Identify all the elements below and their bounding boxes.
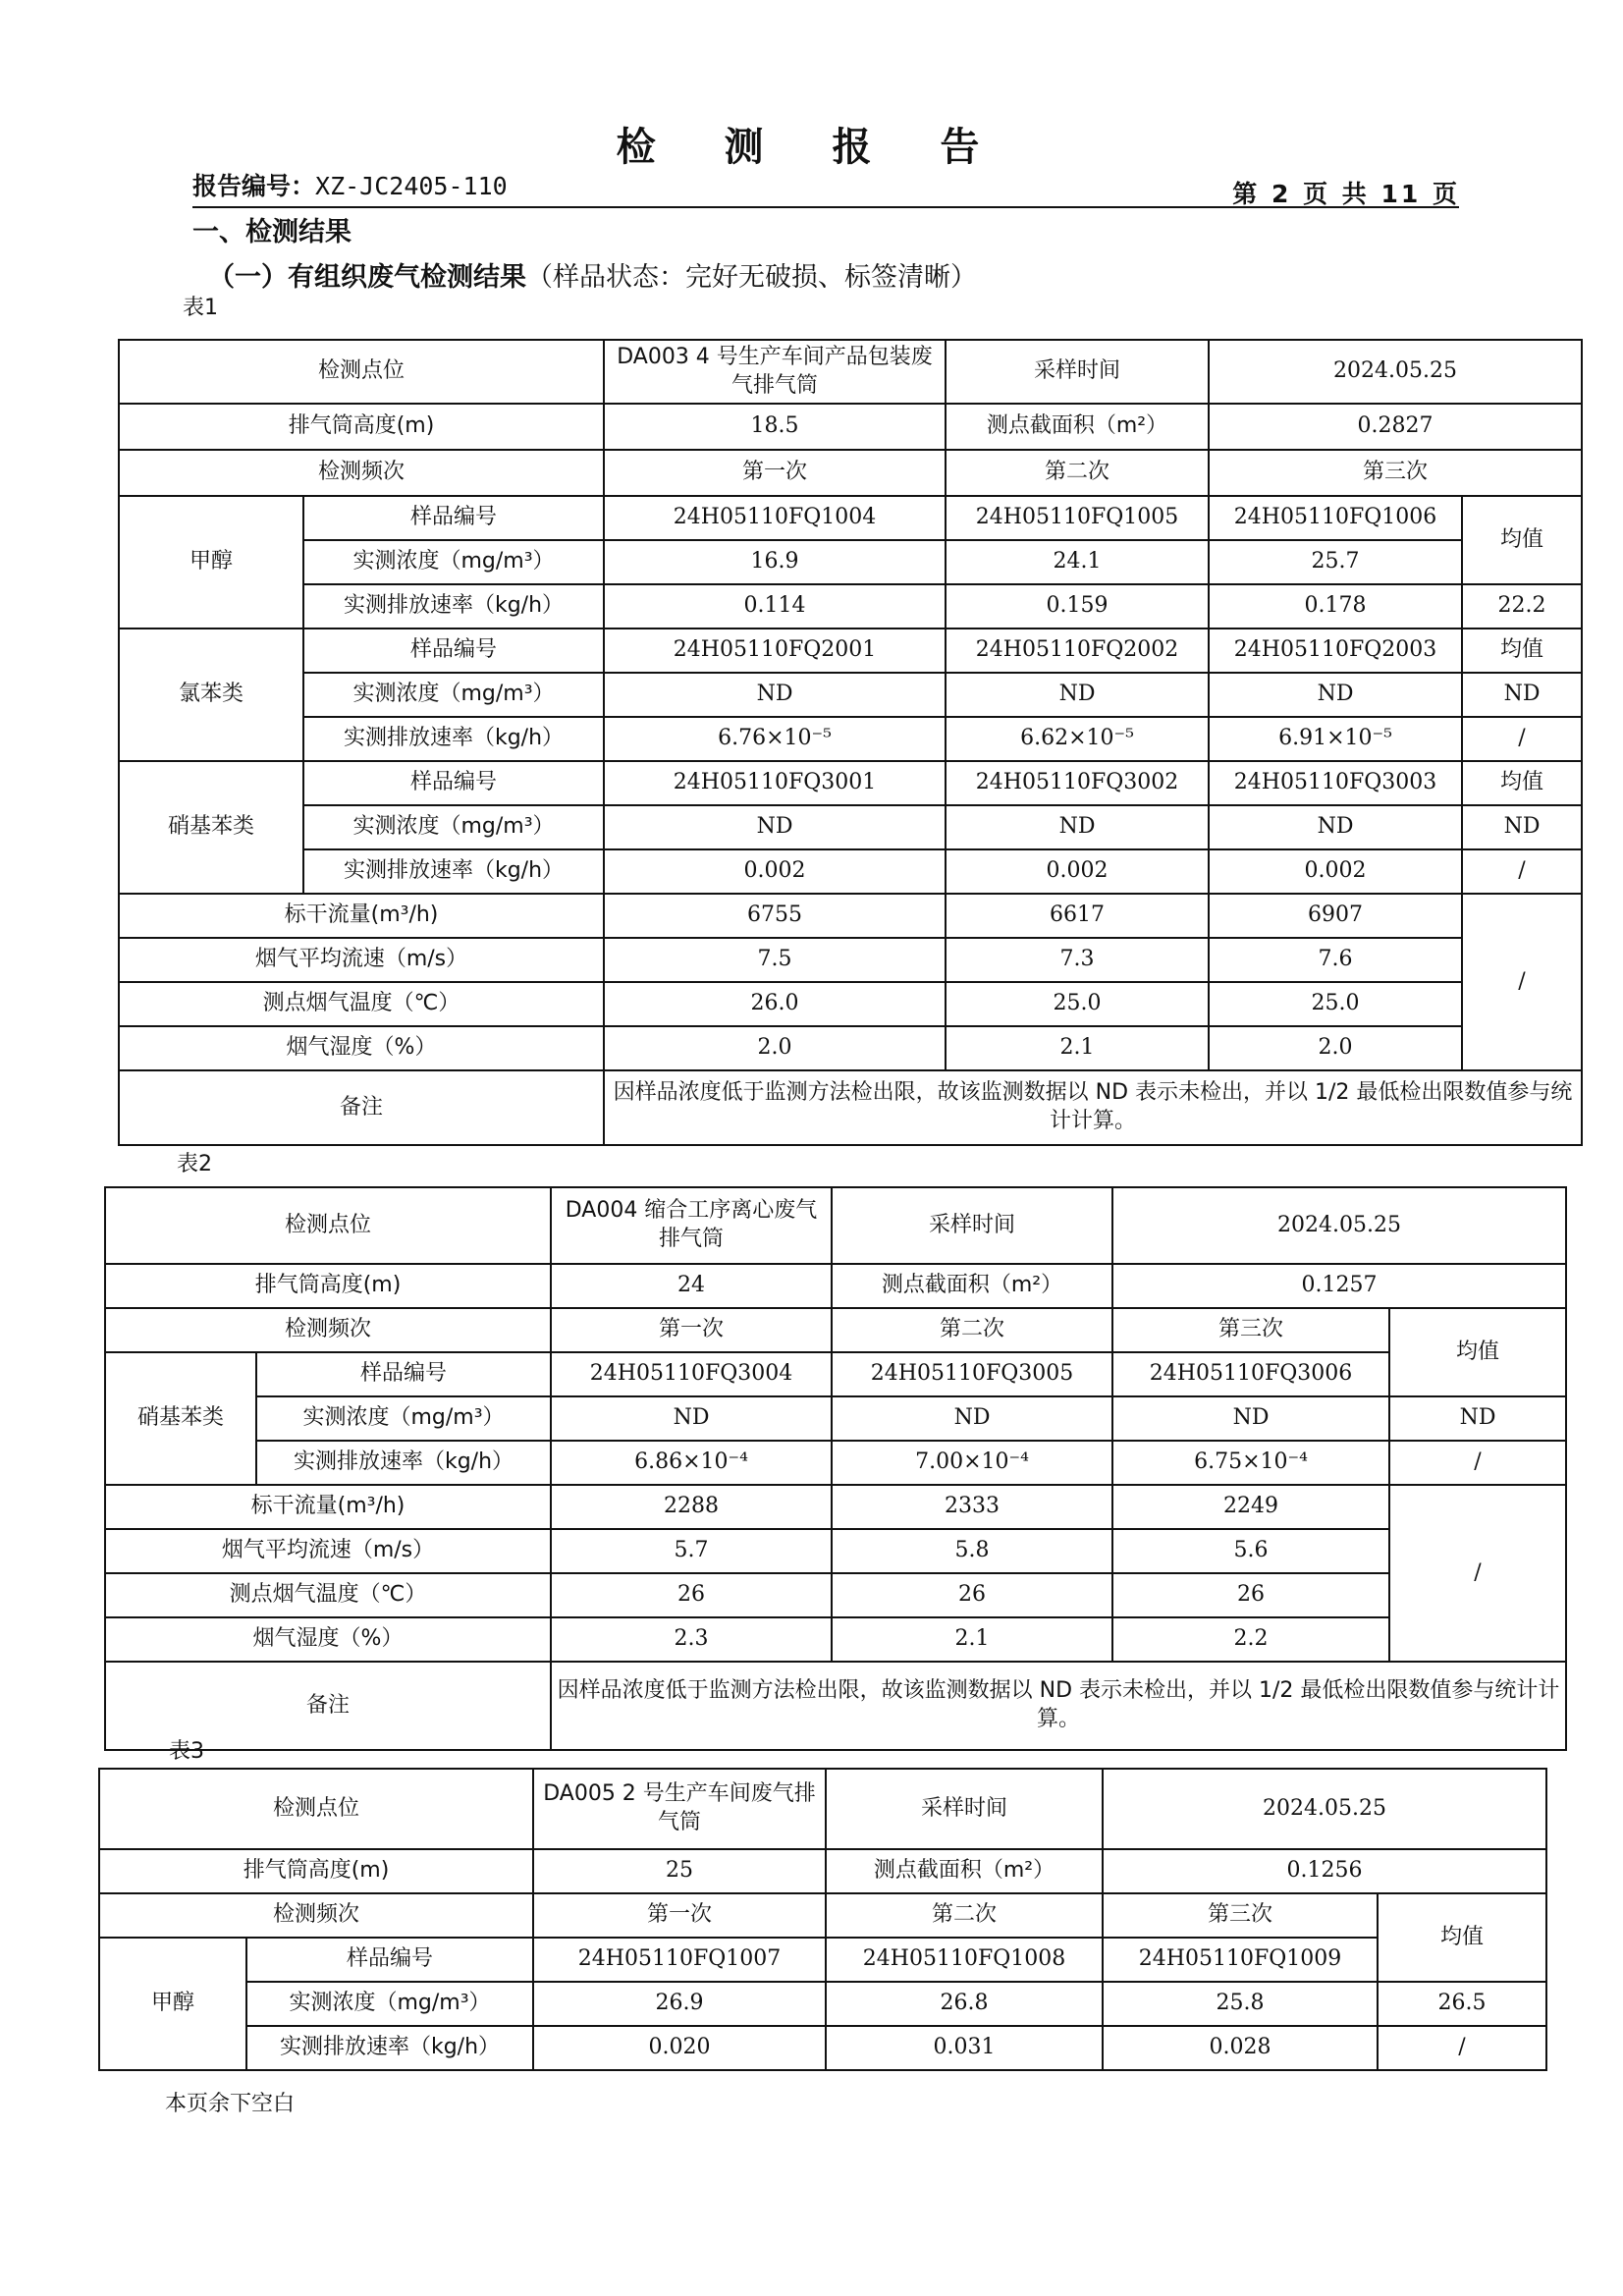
sample-no: 24H05110FQ2001 (604, 629, 946, 673)
conc-avg: ND (1462, 673, 1582, 717)
conc-value: ND (551, 1396, 832, 1441)
flow-value: 2288 (551, 1485, 832, 1529)
pollutant-name: 氯苯类 (119, 629, 303, 761)
conc-value: ND (604, 673, 946, 717)
sample-no: 24H05110FQ1005 (946, 496, 1209, 540)
conc-value: ND (604, 805, 946, 849)
freq-label: 检测频次 (105, 1308, 551, 1352)
conc-label: 实测浓度（mg/m³） (303, 540, 604, 584)
table1 (118, 339, 1583, 1146)
freq-3: 第三次 (1112, 1308, 1389, 1352)
temp-value: 26 (832, 1573, 1112, 1617)
params-avg: / (1389, 1485, 1566, 1662)
velocity-value: 7.5 (604, 938, 946, 982)
conc-value: 16.9 (604, 540, 946, 584)
point-value: DA003 4 号生产车间产品包装废气排气筒 (604, 340, 946, 404)
point-label: 检测点位 (105, 1187, 551, 1264)
flow-label: 标干流量(m³/h) (105, 1485, 551, 1529)
sample-no: 24H05110FQ2002 (946, 629, 1209, 673)
temp-label: 测点烟气温度（℃） (105, 1573, 551, 1617)
conc-label: 实测浓度（mg/m³） (303, 673, 604, 717)
velocity-value: 5.6 (1112, 1529, 1389, 1573)
temp-value: 25.0 (1209, 982, 1462, 1026)
rate-avg: / (1378, 2026, 1546, 2070)
velocity-value: 5.8 (832, 1529, 1112, 1573)
rate-label: 实测排放速率（kg/h） (303, 584, 604, 629)
header-rule (192, 206, 1459, 208)
rate-value: 7.00×10⁻⁴ (832, 1441, 1112, 1485)
freq-2: 第二次 (832, 1308, 1112, 1352)
conc-value: ND (832, 1396, 1112, 1441)
conc-avg: ND (1462, 805, 1582, 849)
height-value: 25 (533, 1849, 826, 1893)
humidity-value: 2.1 (946, 1026, 1209, 1070)
remark-text: 因样品浓度低于监测方法检出限，故该监测数据以 ND 表示未检出，并以 1/2 最低检出限数值参与统计计算。 (604, 1070, 1582, 1145)
sample-time-label: 采样时间 (946, 340, 1209, 404)
point-value: DA005 2 号生产车间废气排气筒 (533, 1769, 826, 1849)
rate-value: 6.76×10⁻⁵ (604, 717, 946, 761)
height-value: 24 (551, 1264, 832, 1308)
rate-value: 0.002 (604, 849, 946, 894)
temp-value: 25.0 (946, 982, 1209, 1026)
sample-no: 24H05110FQ3004 (551, 1352, 832, 1396)
sample-no: 24H05110FQ3001 (604, 761, 946, 805)
pollutant-name: 甲醇 (119, 496, 303, 629)
humidity-label: 烟气湿度（%） (119, 1026, 604, 1070)
temp-value: 26 (551, 1573, 832, 1617)
point-value: DA004 缩合工序离心废气排气筒 (551, 1187, 832, 1264)
area-label: 测点截面积（m²） (826, 1849, 1103, 1893)
conc-avg: 22.2 (1462, 584, 1582, 629)
rate-value: 0.020 (533, 2026, 826, 2070)
rate-value: 6.86×10⁻⁴ (551, 1441, 832, 1485)
table3-label: 表3 (169, 1739, 204, 1764)
pollutant-name: 硝基苯类 (105, 1352, 256, 1485)
rate-value: 0.114 (604, 584, 946, 629)
height-label: 排气筒高度(m) (105, 1264, 551, 1308)
rate-label: 实测排放速率（kg/h） (303, 849, 604, 894)
sample-no-label: 样品编号 (303, 496, 604, 540)
sample-time-label: 采样时间 (826, 1769, 1103, 1849)
avg-label: 均值 (1378, 1893, 1546, 1982)
rate-avg: / (1462, 717, 1582, 761)
conc-value: ND (1112, 1396, 1389, 1441)
avg-label: 均值 (1462, 761, 1582, 805)
remark-label: 备注 (119, 1070, 604, 1145)
pollutant-name: 甲醇 (99, 1938, 246, 2070)
freq-3: 第三次 (1103, 1893, 1378, 1938)
conc-value: ND (946, 805, 1209, 849)
rate-value: 0.159 (946, 584, 1209, 629)
sample-time-label: 采样时间 (832, 1187, 1112, 1264)
velocity-label: 烟气平均流速（m/s） (105, 1529, 551, 1573)
rate-value: 0.031 (826, 2026, 1103, 2070)
sample-no: 24H05110FQ3002 (946, 761, 1209, 805)
freq-1: 第一次 (533, 1893, 826, 1938)
temp-label: 测点烟气温度（℃） (119, 982, 604, 1026)
table2 (104, 1186, 1567, 1751)
conc-value: ND (1209, 805, 1462, 849)
conc-label: 实测浓度（mg/m³） (246, 1982, 533, 2026)
flow-label: 标干流量(m³/h) (119, 894, 604, 938)
avg-label: 均值 (1389, 1308, 1566, 1396)
rate-value: 0.028 (1103, 2026, 1378, 2070)
table2-label: 表2 (177, 1152, 212, 1176)
remark-label: 备注 (105, 1662, 551, 1750)
conc-value: 26.9 (533, 1982, 826, 2026)
conc-label: 实测浓度（mg/m³） (303, 805, 604, 849)
freq-label: 检测频次 (119, 450, 604, 496)
flow-value: 6617 (946, 894, 1209, 938)
conc-value: 25.8 (1103, 1982, 1378, 2026)
sample-no-label: 样品编号 (303, 761, 604, 805)
rate-value: 6.62×10⁻⁵ (946, 717, 1209, 761)
remark-text: 因样品浓度低于监测方法检出限，故该监测数据以 ND 表示未检出，并以 1/2 最低检出限数值参与统计计算。 (551, 1662, 1566, 1750)
sample-no: 24H05110FQ1006 (1209, 496, 1462, 540)
humidity-label: 烟气湿度（%） (105, 1617, 551, 1662)
conc-value: ND (946, 673, 1209, 717)
humidity-value: 2.1 (832, 1617, 1112, 1662)
conc-avg: 26.5 (1378, 1982, 1546, 2026)
velocity-value: 7.3 (946, 938, 1209, 982)
flow-value: 6907 (1209, 894, 1462, 938)
flow-value: 2249 (1112, 1485, 1389, 1529)
table3 (98, 1768, 1547, 2071)
sample-no-label: 样品编号 (246, 1938, 533, 1982)
freq-1: 第一次 (604, 450, 946, 496)
rate-avg: / (1389, 1441, 1566, 1485)
conc-avg: ND (1389, 1396, 1566, 1441)
humidity-value: 2.2 (1112, 1617, 1389, 1662)
velocity-label: 烟气平均流速（m/s） (119, 938, 604, 982)
rate-label: 实测排放速率（kg/h） (256, 1441, 551, 1485)
section-title: 一、检测结果 (192, 217, 352, 247)
sample-no: 24H05110FQ1007 (533, 1938, 826, 1982)
page-footer-note: 本页余下空白 (165, 2092, 296, 2116)
conc-value: 24.1 (946, 540, 1209, 584)
velocity-value: 5.7 (551, 1529, 832, 1573)
subsection-title: （一）有组织废气检测结果（样品状态：完好无破损、标签清晰） (208, 262, 977, 293)
rate-value: 6.75×10⁻⁴ (1112, 1441, 1389, 1485)
sample-no: 24H05110FQ3006 (1112, 1352, 1389, 1396)
freq-3: 第三次 (1209, 450, 1582, 496)
avg-label: 均值 (1462, 629, 1582, 673)
sample-no: 24H05110FQ3005 (832, 1352, 1112, 1396)
page-number: 第 2 页 共 11 页 (1232, 180, 1460, 208)
velocity-value: 7.6 (1209, 938, 1462, 982)
freq-label: 检测频次 (99, 1893, 533, 1938)
area-value: 0.1257 (1112, 1264, 1566, 1308)
conc-value: 26.8 (826, 1982, 1103, 2026)
params-avg: / (1462, 894, 1582, 1070)
rate-avg: / (1462, 849, 1582, 894)
rate-value: 0.002 (946, 849, 1209, 894)
flow-value: 2333 (832, 1485, 1112, 1529)
temp-value: 26 (1112, 1573, 1389, 1617)
conc-value: ND (1209, 673, 1462, 717)
freq-2: 第二次 (946, 450, 1209, 496)
height-label: 排气筒高度(m) (99, 1849, 533, 1893)
humidity-value: 2.0 (1209, 1026, 1462, 1070)
sample-date: 2024.05.25 (1209, 340, 1582, 404)
humidity-value: 2.0 (604, 1026, 946, 1070)
sample-no: 24H05110FQ2003 (1209, 629, 1462, 673)
freq-1: 第一次 (551, 1308, 832, 1352)
point-label: 检测点位 (99, 1769, 533, 1849)
table1-label: 表1 (183, 296, 218, 320)
area-label: 测点截面积（m²） (832, 1264, 1112, 1308)
report-title: 检 测 报 告 (616, 125, 1007, 170)
sample-no: 24H05110FQ1008 (826, 1938, 1103, 1982)
rate-label: 实测排放速率（kg/h） (246, 2026, 533, 2070)
conc-value: 25.7 (1209, 540, 1462, 584)
area-label: 测点截面积（m²） (946, 404, 1209, 450)
rate-value: 0.178 (1209, 584, 1462, 629)
rate-value: 0.002 (1209, 849, 1462, 894)
sample-no: 24H05110FQ1004 (604, 496, 946, 540)
freq-2: 第二次 (826, 1893, 1103, 1938)
pollutant-name: 硝基苯类 (119, 761, 303, 894)
flow-value: 6755 (604, 894, 946, 938)
point-label: 检测点位 (119, 340, 604, 404)
temp-value: 26.0 (604, 982, 946, 1026)
rate-value: 6.91×10⁻⁵ (1209, 717, 1462, 761)
height-value: 18.5 (604, 404, 946, 450)
sample-no: 24H05110FQ3003 (1209, 761, 1462, 805)
sample-no-label: 样品编号 (256, 1352, 551, 1396)
sample-date: 2024.05.25 (1112, 1187, 1566, 1264)
rate-label: 实测排放速率（kg/h） (303, 717, 604, 761)
area-value: 0.1256 (1103, 1849, 1546, 1893)
avg-label: 均值 (1462, 496, 1582, 584)
sample-date: 2024.05.25 (1103, 1769, 1546, 1849)
area-value: 0.2827 (1209, 404, 1582, 450)
report-number: 报告编号：XZ-JC2405-110 (192, 172, 508, 200)
sample-no: 24H05110FQ1009 (1103, 1938, 1378, 1982)
sample-no-label: 样品编号 (303, 629, 604, 673)
humidity-value: 2.3 (551, 1617, 832, 1662)
height-label: 排气筒高度(m) (119, 404, 604, 450)
conc-label: 实测浓度（mg/m³） (256, 1396, 551, 1441)
